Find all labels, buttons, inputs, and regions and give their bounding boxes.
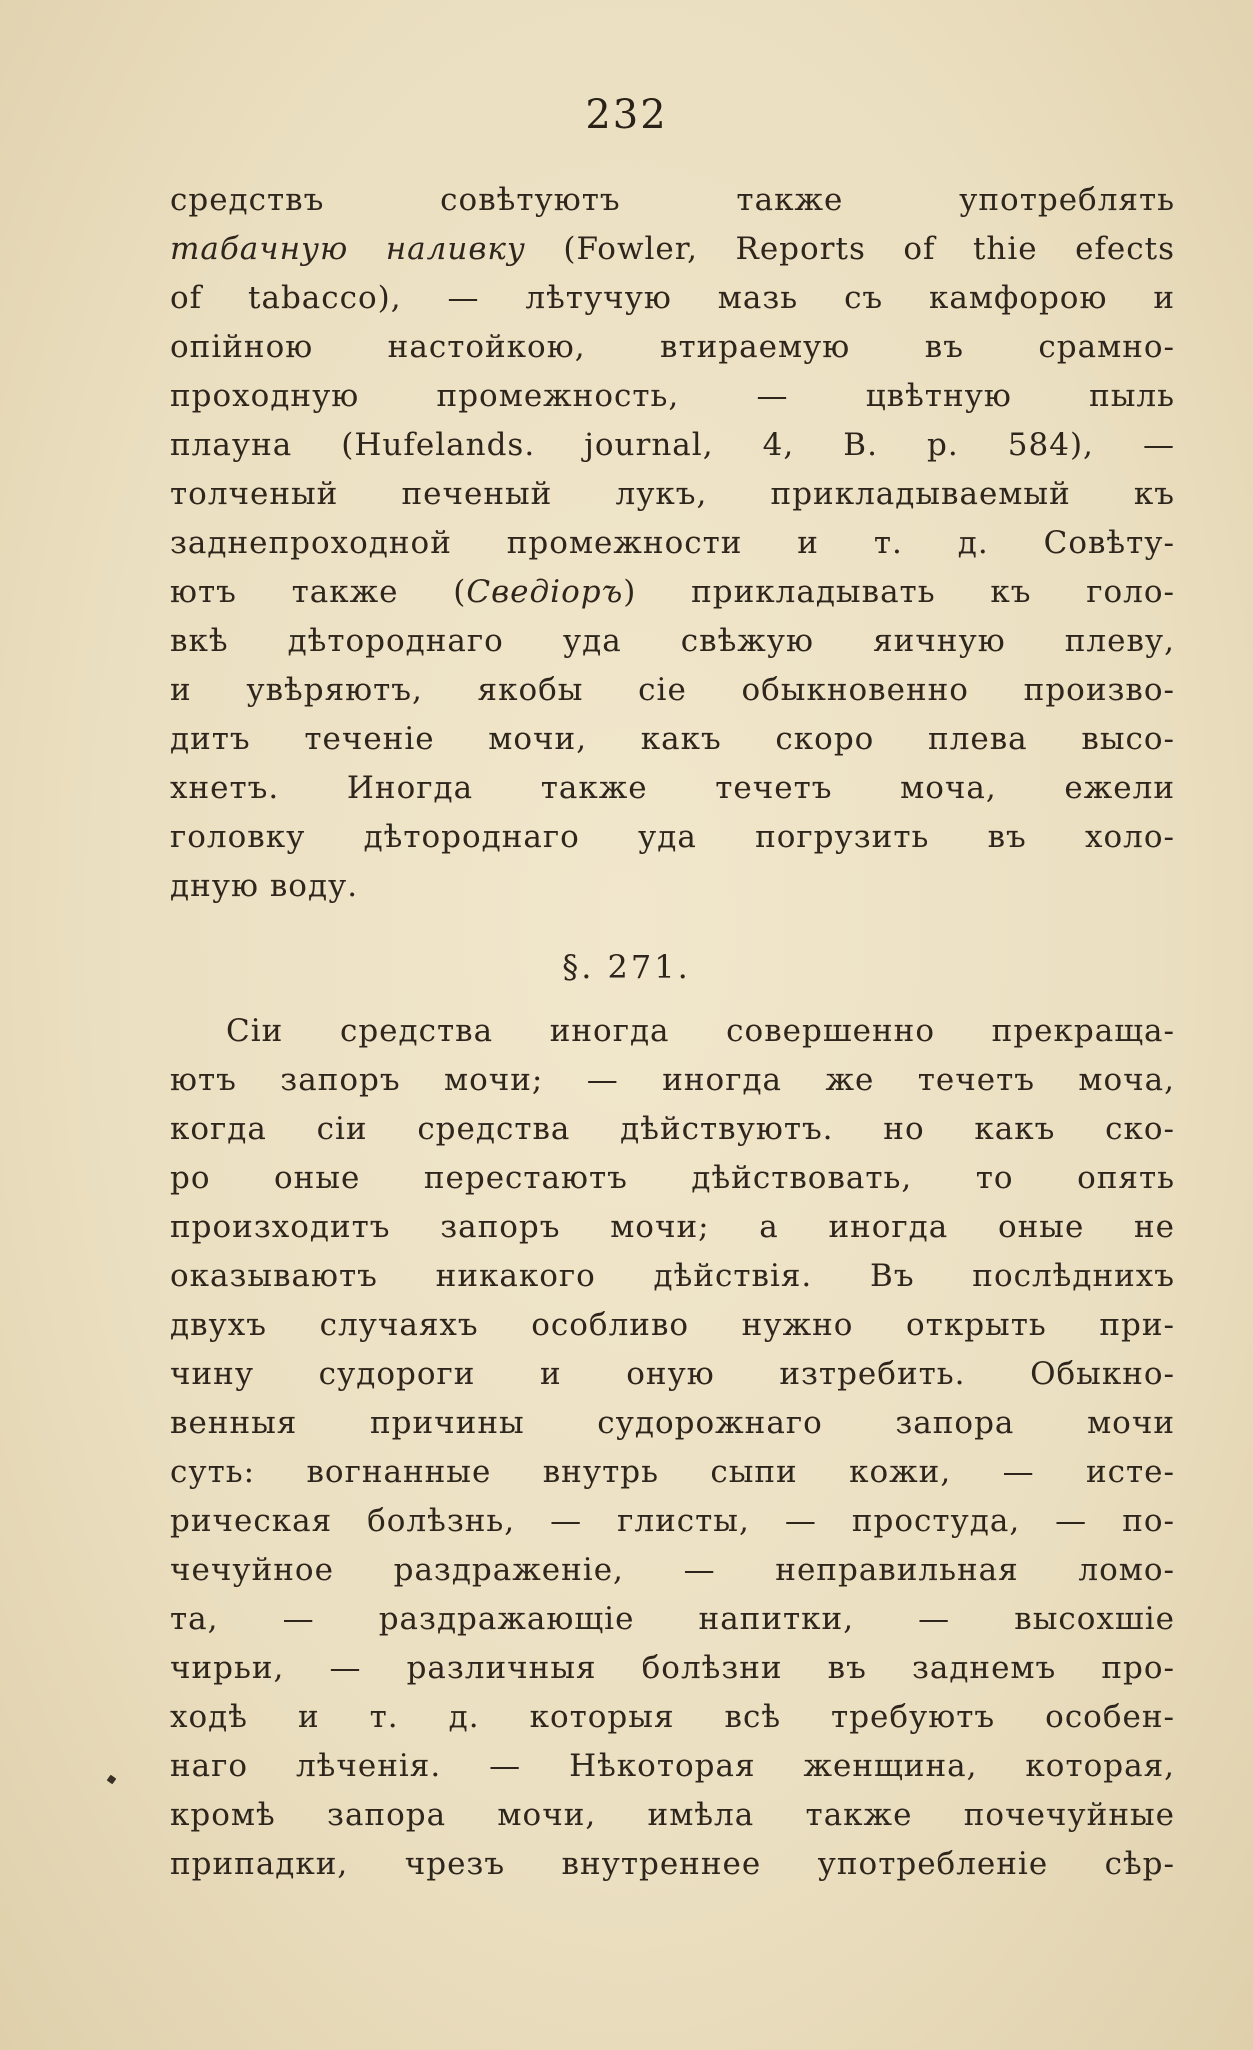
text-line: двухъ случаяхъ особливо нужно открыть при- xyxy=(170,1307,1175,1343)
text-span: ютъ также ( xyxy=(170,574,467,610)
text-span: ) прикладывать къ голо- xyxy=(623,574,1175,610)
text-line: когда сіи средства дѣйствуютъ. но какъ ско- xyxy=(170,1111,1175,1147)
italic-text: табачную наливку xyxy=(170,231,526,267)
text-line: произходитъ запоръ мочи; а иногда оные не xyxy=(170,1209,1175,1245)
text-span: (Fowler, Reports of thie efects xyxy=(525,231,1175,267)
text-line: вкѣ дѣтороднаго уда свѣжую яичную плеву, xyxy=(170,623,1175,659)
text-line: дитъ теченіе мочи, какъ скоро плева высо- xyxy=(170,721,1175,757)
text-line: ро оные перестаютъ дѣйствовать, то опять xyxy=(170,1160,1175,1196)
text-line: чирьи, — различныя болѣзни въ заднемъ про- xyxy=(170,1650,1175,1686)
text-line: ходѣ и т. д. которыя всѣ требуютъ особен- xyxy=(170,1699,1175,1735)
text-line: припадки, чрезъ внутреннее употребленіе сѣр- xyxy=(170,1846,1175,1882)
text-line xyxy=(170,568,1175,617)
text-line: суть: вогнанные внутрь сыпи кожи, — исте- xyxy=(170,1454,1175,1490)
text-line: рическая болѣзнь, — глисты, — простуда, — по- xyxy=(170,1503,1175,1539)
text-line: венныя причины судорожнаго запора мочи xyxy=(170,1405,1175,1441)
text-line: опійною настойкою, втираемую въ срамно- xyxy=(170,329,1175,365)
paragraph-2 xyxy=(170,1007,1175,1889)
paragraph-1 xyxy=(170,176,1175,911)
text-line: чину судороги и оную изтребить. Обыкно- xyxy=(170,1356,1175,1392)
text-line: of tabacco), — лѣтучую мазь съ камфорою и xyxy=(170,280,1175,316)
text-line: средствъ совѣтуютъ также употреблять xyxy=(170,182,1175,218)
text-line: дную воду. xyxy=(170,868,359,904)
text-line: ютъ запоръ мочи; — иногда же течетъ моча, xyxy=(170,1062,1175,1098)
text-line: хнетъ. Иногда также течетъ моча, ежели xyxy=(170,770,1175,806)
text-line: оказываютъ никакого дѣйствія. Въ послѣднихъ xyxy=(170,1258,1175,1294)
text-line: заднепроходной промежности и т. д. Совѣту- xyxy=(170,525,1175,561)
text-line: и увѣряютъ, якобы сіе обыкновенно произво- xyxy=(170,672,1175,708)
italic-name: Сведіоръ xyxy=(466,574,624,610)
text-line: толченый печеный лукъ, прикладываемый къ xyxy=(170,476,1175,512)
section-heading: §. 271. xyxy=(562,948,691,986)
text-line xyxy=(170,225,1175,274)
text-line: плауна (Hufelands. journal, 4, B. p. 584), — xyxy=(170,427,1175,463)
page-number: 232 xyxy=(585,92,668,138)
text-line: наго лѣченія. — Нѣкоторая женщина, которая, xyxy=(170,1748,1175,1784)
text-line: чечуйное раздраженіе, — неправильная ломо- xyxy=(170,1552,1175,1588)
text-line: Сіи средства иногда совершенно прекраща- xyxy=(226,1013,1175,1049)
text-line: кромѣ запора мочи, имѣла также почечуйные xyxy=(170,1797,1175,1833)
text-line: та, — раздражающіе напитки, — высохшіе xyxy=(170,1601,1175,1637)
text-line: проходную промежность, — цвѣтную пыль xyxy=(170,378,1175,414)
text-line: головку дѣтороднаго уда погрузить въ холо- xyxy=(170,819,1175,855)
ink-blot xyxy=(107,1775,117,1785)
